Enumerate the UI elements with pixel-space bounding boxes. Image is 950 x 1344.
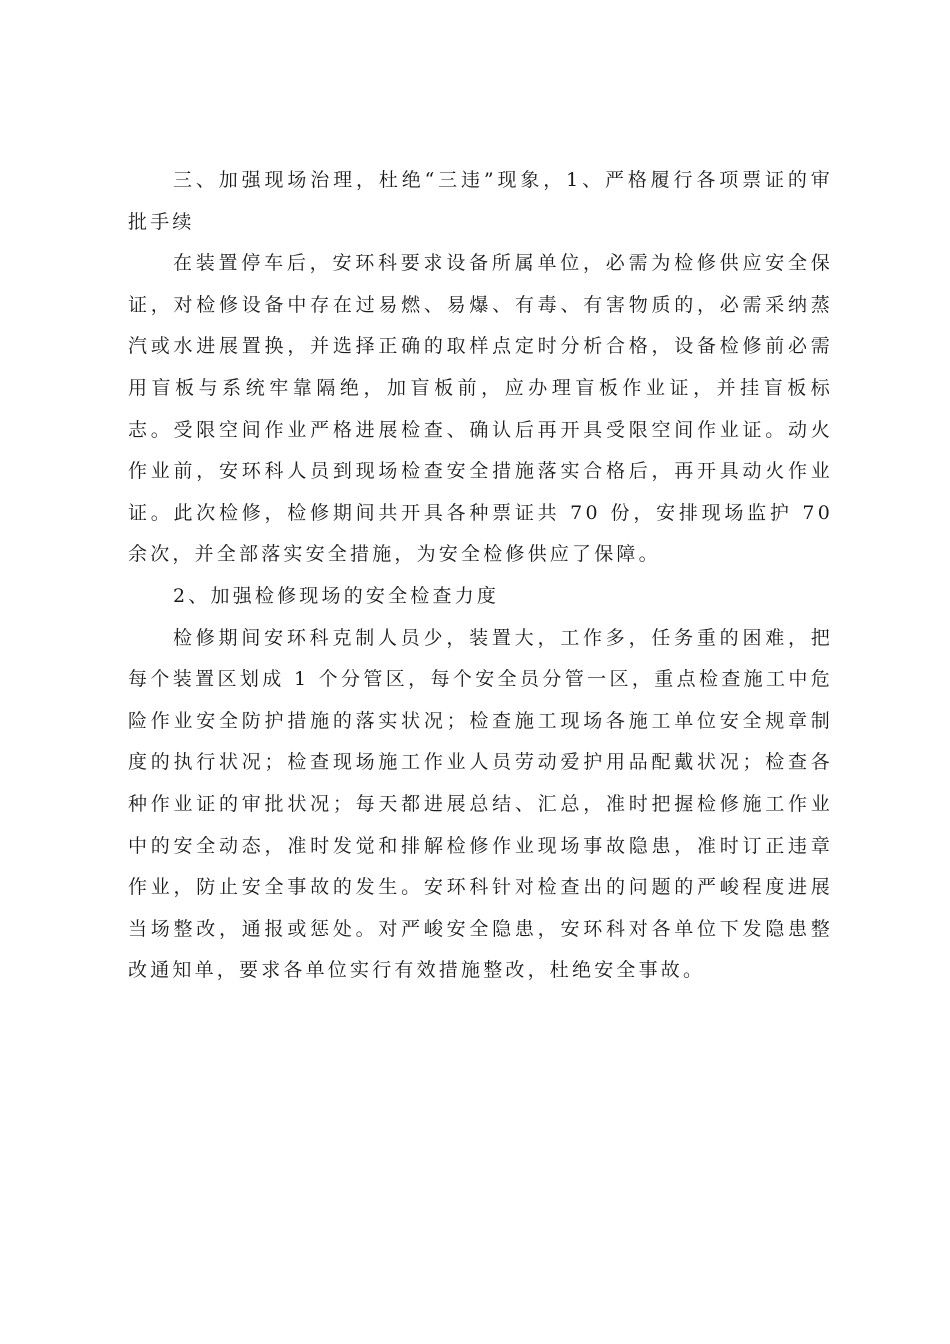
work-permit-paragraph: 在装置停车后，安环科要求设备所属单位，必需为检修供应安全保证，对检修设备中存在过易燃、易爆、有毒、有害物质的，必需采纳蒸汽或水进展置换，并选择正确的取样点定时分析合格，设备检修前必需用盲板与系统牢靠隔绝，加盲板前，应办理盲板作业证，并挂盲板标志。受限空间作业严格进展检查、确认后再开具受限空间作业证。动火作业前，安环科人员到现场检查安全措施落实合格后，再开具动火作业证。此次检修，检修期间共开具各种票证共 70 份，安排现场监护 70 余次，并全部落实安全措施，为安全检修供应了保障。	[128, 252, 833, 566]
subsection-heading-paragraph: 2、加强检修现场的安全检查力度	[173, 584, 500, 607]
section-heading-paragraph: 三、加强现场治理，杜绝“三违”现象，1、严格履行各项票证的审批手续	[128, 169, 833, 233]
document-body	[128, 160, 833, 992]
safety-inspection-paragraph: 检修期间安环科克制人员少，装置大，工作多，任务重的困难，把每个装置区划成 1 个分管区，每个安全员分管一区，重点检查施工中危险作业安全防护措施的落实状况；检查施工现场各施工单位安全规章制度的执行状况；检查现场施工作业人员劳动爱护用品配戴状况；检查各种作业证的审批状况；每天都进展总结、汇总，准时把握检修施工作业中的安全动态，准时发觉和排解检修作业现场事故隐患，准时订正违章作业，防止安全事故的发生。安环科针对检查出的问题的严峻程度进展当场整改，通报或惩处。对严峻安全隐患，安环科对各单位下发隐患整改通知单，要求各单位实行有效措施整改，杜绝安全事故。	[128, 626, 833, 982]
